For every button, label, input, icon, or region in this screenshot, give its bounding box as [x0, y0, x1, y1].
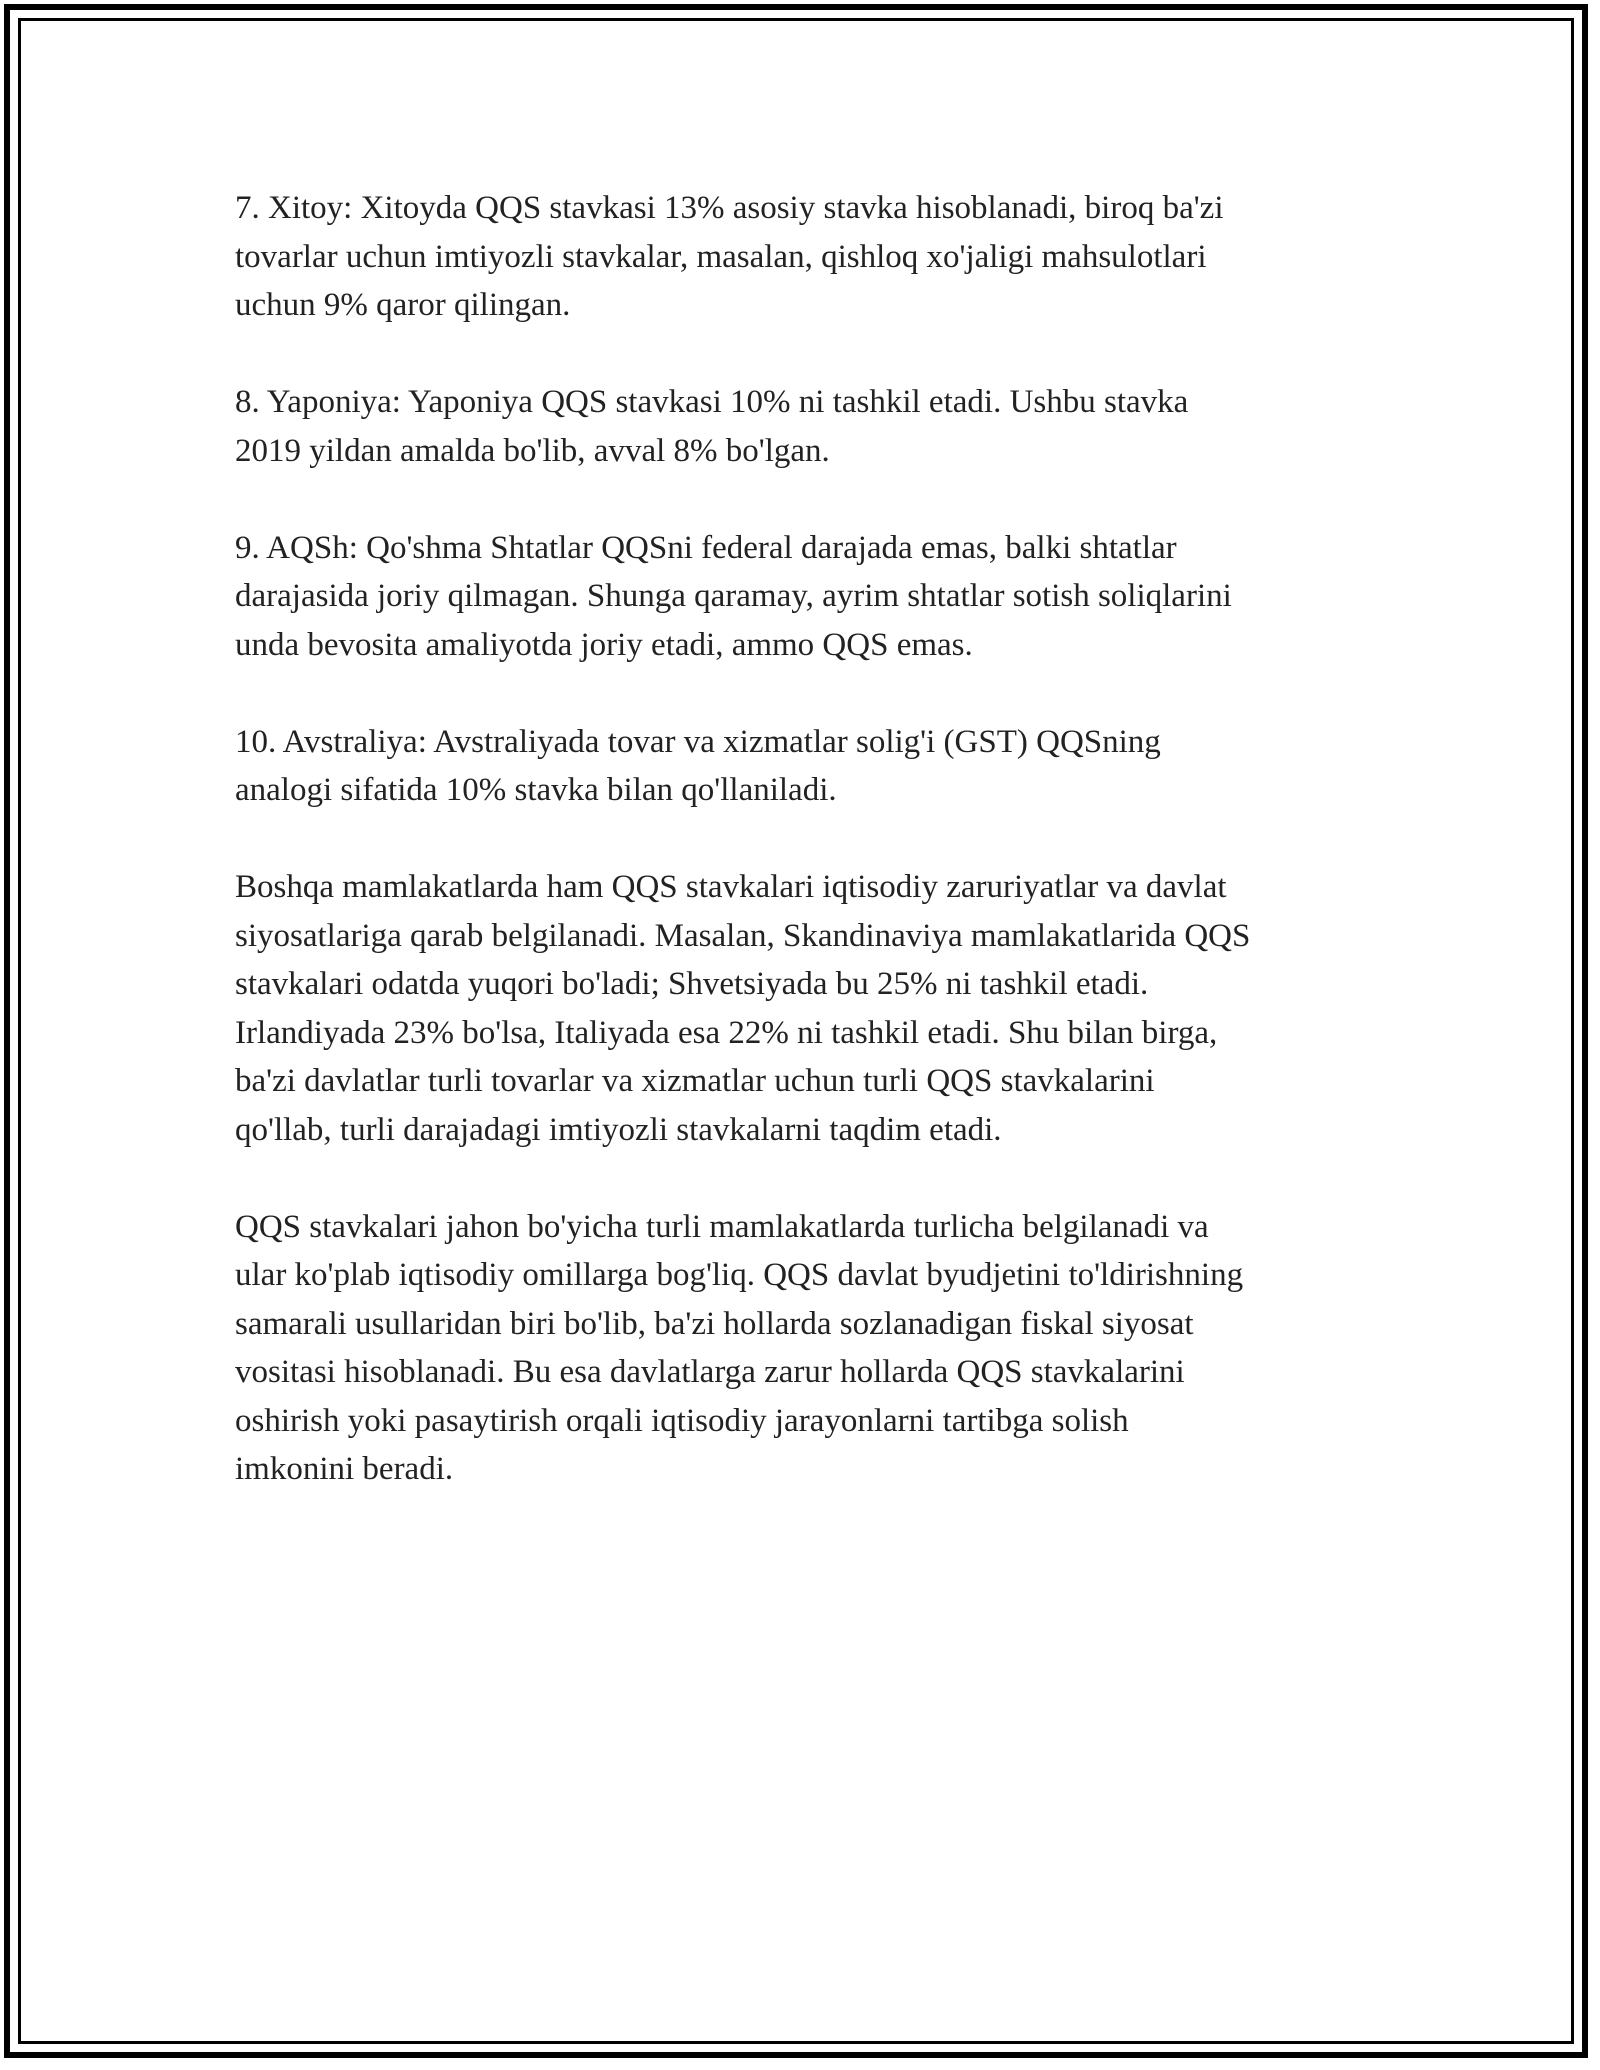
text-line: stavkalari odatda yuqori bo'ladi; Shvetsiyada bu 25% ni tashkil etadi.: [235, 966, 1149, 1002]
paragraph-conclusion: [235, 1203, 1375, 1494]
text-line: 2019 yildan amalda bo'lib, avval 8% bo'lgan.: [235, 432, 830, 469]
text-line: 7. Xitoy: Xitoyda QQS stavkasi 13% asosiy stavka hisoblanadi, biroq ba'zi: [235, 190, 1224, 226]
text-line: Irlandiyada 23% bo'lsa, Italiyada esa 22% ni tashkil etadi. Shu bilan birga,: [235, 1014, 1218, 1051]
text-line: 10. Avstraliya: Avstraliyada tovar va xizmatlar solig'i (GST) QQSning: [235, 723, 1161, 760]
text-line: uchun 9% qaror qilingan.: [235, 287, 571, 323]
text-line: oshirish yoki pasaytirish orqali iqtisodiy jarayonlarni tartibga solish: [235, 1402, 1129, 1439]
text-line: vositasi hisoblanadi. Bu esa davlatlarga zarur hollarda QQS stavkalarini: [235, 1354, 1185, 1390]
text-line: 9. AQSh: Qo'shma Shtatlar QQSni federal darajada emas, balki shtatlar: [235, 529, 1177, 566]
document-body: [235, 184, 1375, 1494]
text-line: Boshqa mamlakatlarda ham QQS stavkalari iqtisodiy zaruriyatlar va davlat: [235, 869, 1227, 905]
text-line: 8. Yaponiya: Yaponiya QQS stavkasi 10% ni tashkil etadi. Ushbu stavka: [235, 384, 1189, 420]
text-line: unda bevosita amaliyotda joriy etadi, ammo QQS emas.: [235, 626, 973, 663]
text-line: qo'llab, turli darajadagi imtiyozli stavkalarni taqdim etadi.: [235, 1111, 1002, 1148]
paragraph-australia: [235, 718, 1375, 815]
text-line: tovarlar uchun imtiyozli stavkalar, masalan, qishloq xo'jaligi mahsulotlari: [235, 238, 1207, 275]
text-line: ular ko'plab iqtisodiy omillarga bog'liq. QQS davlat byudjetini to'ldirishning: [235, 1257, 1244, 1293]
text-line: QQS stavkalari jahon bo'yicha turli mamlakatlarda turlicha belgilanadi va: [235, 1208, 1209, 1245]
paragraph-china: [235, 184, 1375, 330]
text-line: ba'zi davlatlar turli tovarlar va xizmatlar uchun turli QQS stavkalarini: [235, 1063, 1155, 1099]
paragraph-japan: [235, 378, 1375, 475]
text-line: darajasida joriy qilmagan. Shunga qaramay, ayrim shtatlar sotish soliqlarini: [235, 578, 1232, 614]
text-line: imkonini beradi.: [235, 1451, 454, 1487]
text-line: samarali usullaridan biri bo'lib, ba'zi hollarda sozlanadigan fiskal siyosat: [235, 1305, 1194, 1342]
paragraph-other-countries: [235, 863, 1375, 1154]
paragraph-usa: [235, 524, 1375, 670]
text-line: analogi sifatida 10% stavka bilan qo'llaniladi.: [235, 772, 837, 808]
text-line: siyosatlariga qarab belgilanadi. Masalan, Skandinaviya mamlakatlarida QQS: [235, 917, 1251, 954]
